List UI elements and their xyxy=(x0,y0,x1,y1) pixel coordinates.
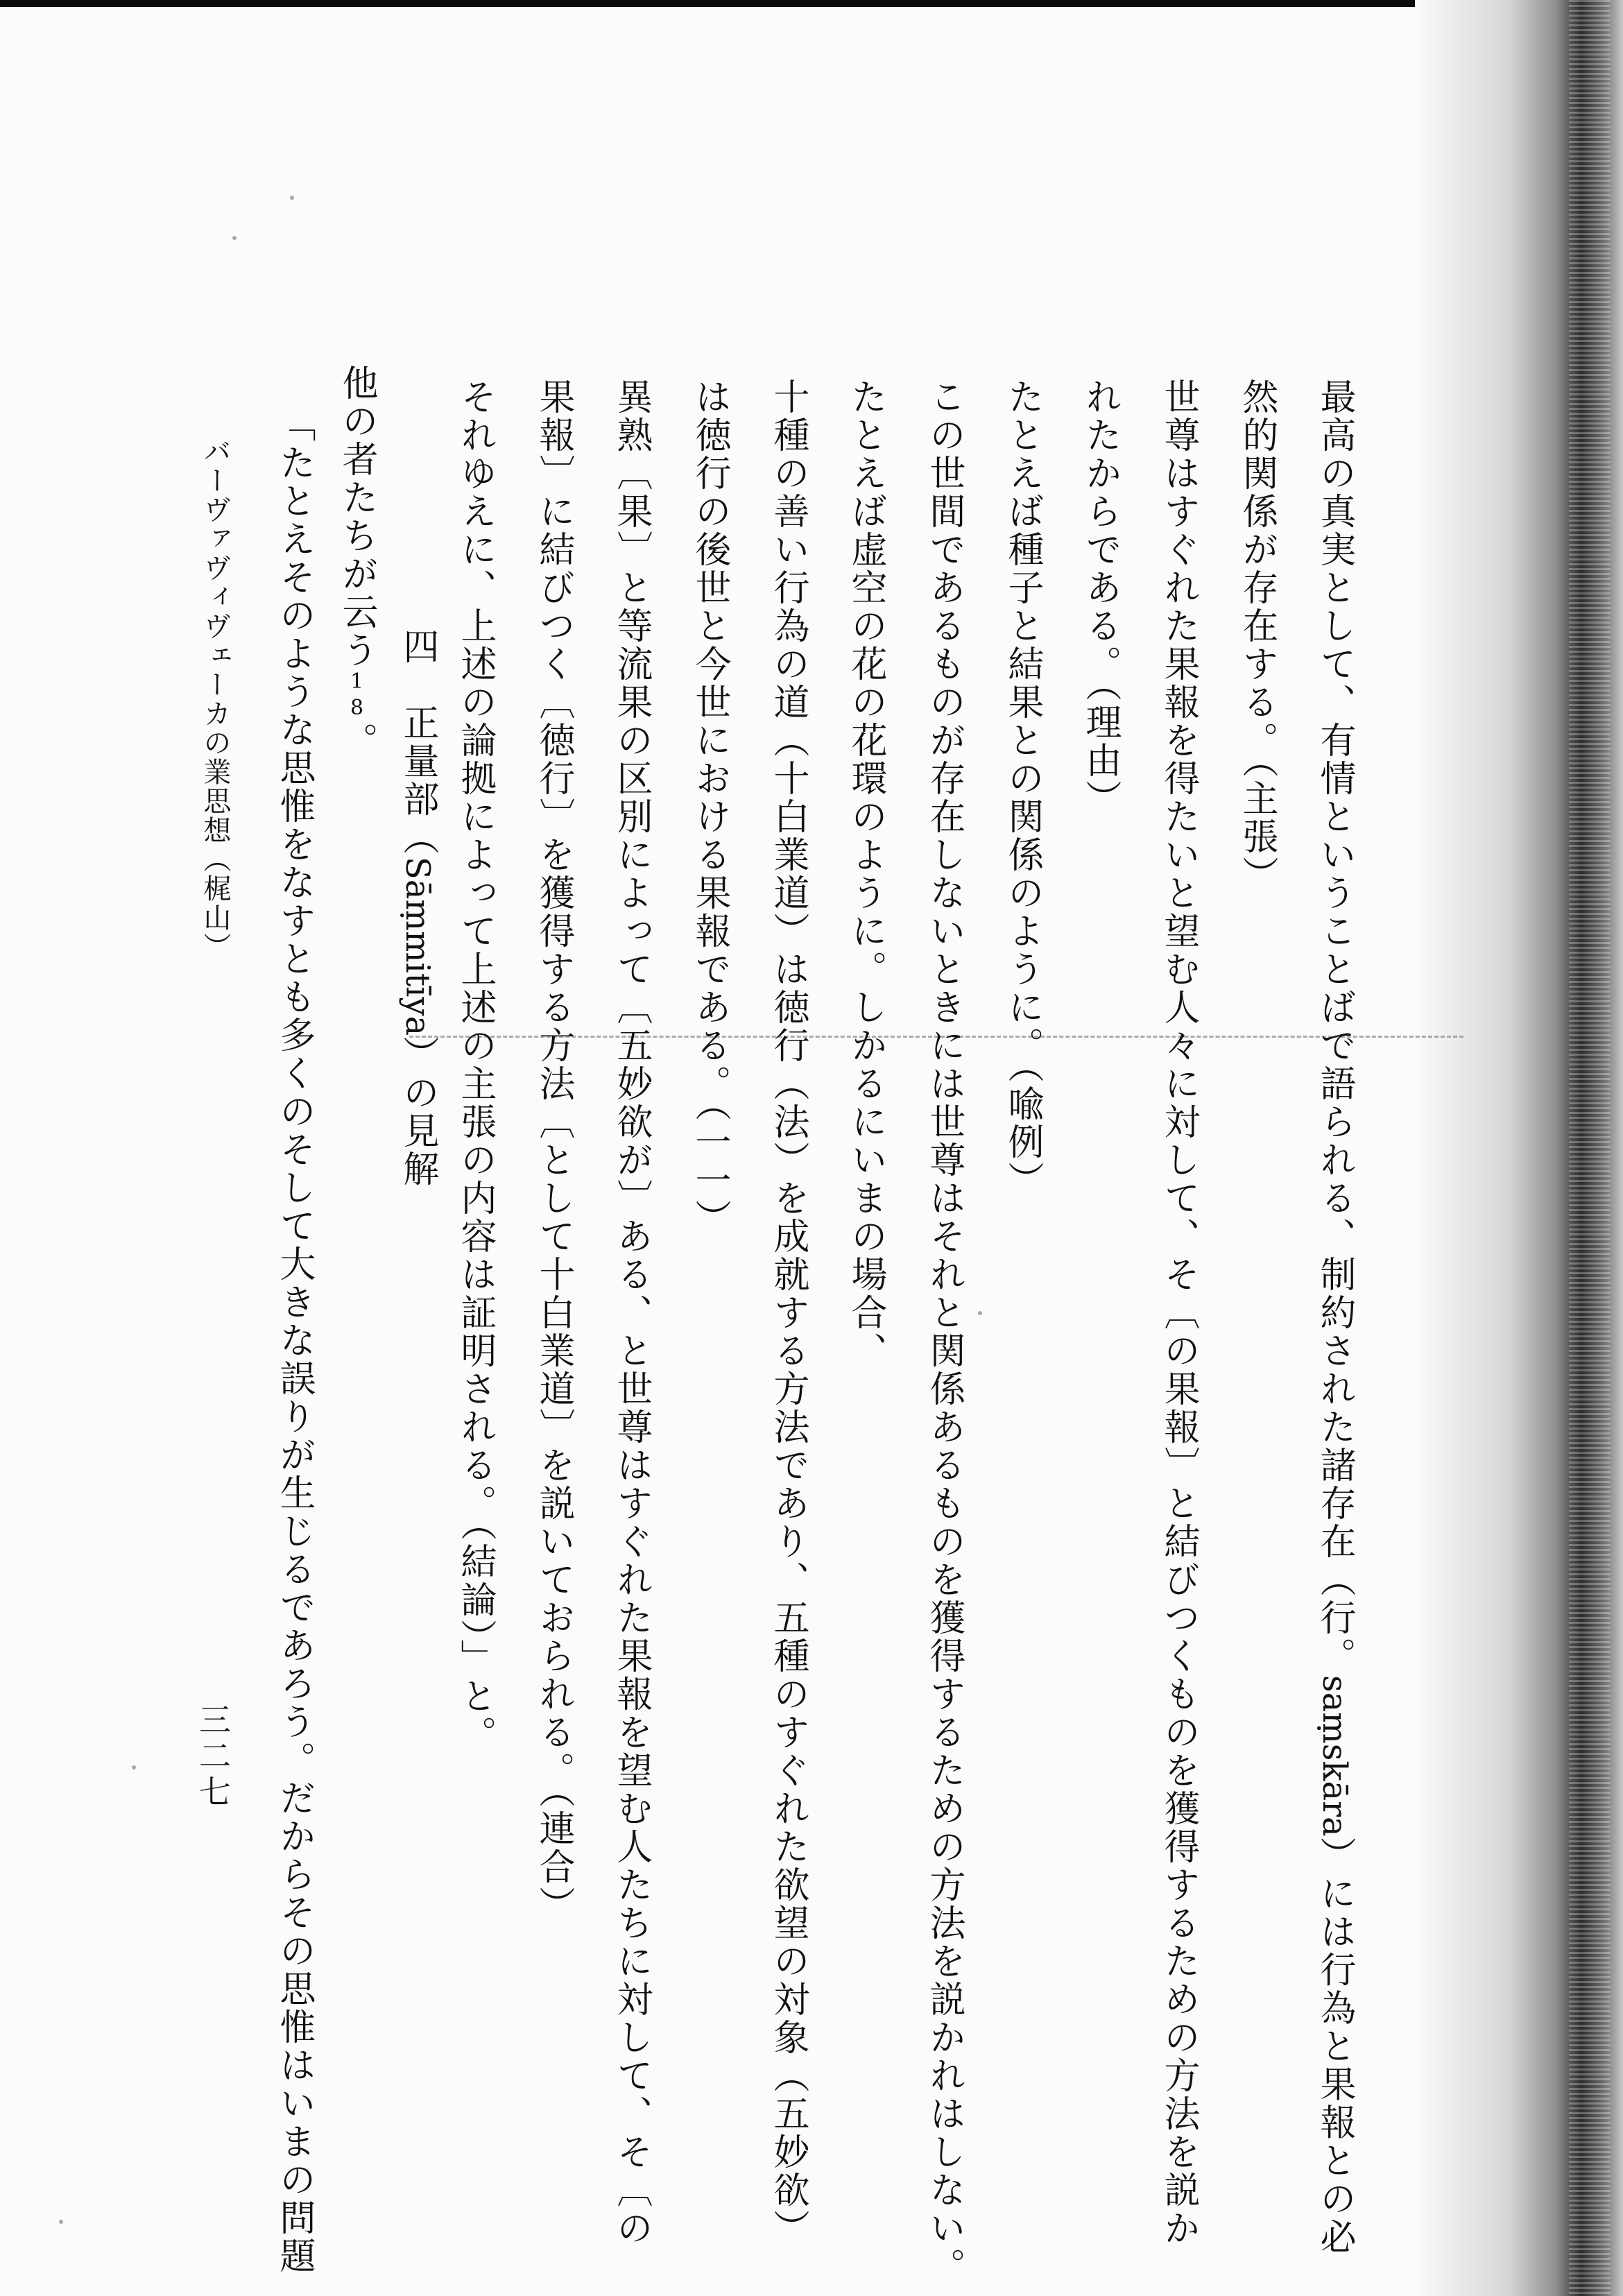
binding-texture xyxy=(1569,0,1611,2296)
others-say-period: 。 xyxy=(336,722,377,760)
scan-speck xyxy=(59,2220,63,2224)
text-line-5: たとえば種子と結果との関係のように。（喩例） xyxy=(1002,378,1043,1199)
section-latin-title: Sāṃmitīya xyxy=(398,857,437,1036)
text-line-1-latin: saṃskāra xyxy=(1315,1675,1354,1837)
text-line-1-main: 最高の真実として、有情ということばで語られる、制約された諸存在（行。 xyxy=(1314,378,1355,1675)
quote-line: 「たとえそのような思惟をなすとも多くのそして大きな誤りが生じるであろう。だからその思惟はいまの問題 xyxy=(273,406,315,2275)
text-line-7: たとえば虚空の花の花環のように。しかるにいまの場合、 xyxy=(845,378,886,1370)
text-line-3: 世尊はすぐれた果報を得たいと望む人々に対して、そ〔の果報〕と結びつくものを獲得するための方法を説か xyxy=(1158,378,1199,2247)
section-heading xyxy=(397,628,438,1189)
scan-speck xyxy=(290,196,294,200)
text-line-9: は徳行の後世と今世における果報である。（一一） xyxy=(689,378,730,1237)
others-say-text: 他の者たちが云う xyxy=(336,364,377,669)
text-line-2: 然的関係が存在する。（主張） xyxy=(1236,378,1278,894)
scan-speck xyxy=(132,1765,136,1770)
section-number: 四 xyxy=(397,628,438,666)
text-line-11: 果報〕に結びつく〔徳行〕を獲得する方法〔として十白業道〕を説いておられる。（連合） xyxy=(533,378,574,1924)
footnote-marker: 18 xyxy=(345,669,369,722)
paren-close: ） xyxy=(397,1036,438,1074)
paren-open: （ xyxy=(397,819,438,857)
scan-speck xyxy=(978,1311,982,1315)
section-title: 正量部 xyxy=(397,704,438,819)
running-footer: バーヴァヴィヴェーカの業思想（梶山） xyxy=(199,437,231,961)
text-line-1 xyxy=(1314,378,1355,2256)
scan-speck xyxy=(232,236,237,240)
page-number: 三二七 xyxy=(194,1703,232,1811)
text-line-4: れたからである。（理由） xyxy=(1079,378,1121,818)
text-line-10: 異熟〔果〕と等流果の区別によって〔五妙欲が〕ある、と世尊はすぐれた果報を望む人たちに対して、そ〔の xyxy=(610,378,652,2247)
top-border xyxy=(0,0,1623,7)
text-line-8: 十種の善い行為の道（十白業道）は徳行（法）を成就する方法であり、五種のすぐれた欲望の対象（五妙欲） xyxy=(767,378,809,2247)
text-line-6: この世間であるものが存在しないときには世尊はそれと関係あるものを獲得するための方法を説かれはしない。 xyxy=(923,378,965,2286)
text-line-12: それゆえに、上述の論拠によって上述の主張の内容は証明される。（結論）」と。 xyxy=(454,378,496,1754)
section-suffix: の見解 xyxy=(397,1074,438,1189)
text-line-1-tail: ）には行為と果報との必 xyxy=(1314,1836,1355,2256)
heading-space xyxy=(397,666,438,704)
others-say-line xyxy=(338,364,375,760)
